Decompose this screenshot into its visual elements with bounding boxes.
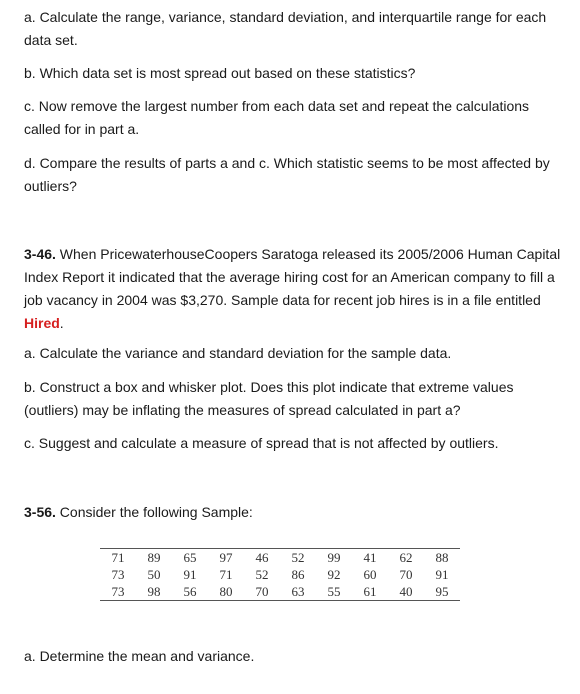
table-cell: 55	[327, 584, 341, 599]
problem-3-46-part-b: b. Construct a box and whisker plot. Does this plot indicate that extreme values (outliers) may be inflating the measures of spread calculated in part a?	[24, 379, 514, 418]
table-cell: 71	[111, 550, 125, 565]
table-cell: 40	[399, 584, 413, 599]
table-row	[100, 583, 460, 601]
table-cell: 86	[291, 567, 305, 582]
table-cell: 92	[327, 567, 341, 582]
problem-3-56	[24, 501, 564, 524]
table-cell: 88	[435, 550, 449, 565]
table-cell: 50	[147, 567, 161, 582]
problem-text: Consider the following Sample:	[55, 504, 253, 520]
table-cell: 91	[183, 567, 197, 582]
sample-table	[100, 548, 460, 601]
file-name: Hired	[24, 315, 60, 331]
table-cell: 99	[327, 550, 341, 565]
question-b: b. Which data set is most spread out based on these statistics?	[24, 65, 416, 81]
table-cell: 98	[147, 584, 161, 599]
table-cell: 80	[219, 584, 233, 599]
table-cell: 46	[255, 550, 269, 565]
problem-number: 3-46.	[24, 246, 56, 262]
problem-3-46-part-a: a. Calculate the variance and standard deviation for the sample data.	[24, 345, 452, 361]
table-cell: 89	[147, 550, 161, 565]
period: .	[59, 315, 64, 331]
table-cell: 63	[291, 584, 305, 599]
question-c: c. Now remove the largest number from each data set and repeat the calculations called for in part a.	[24, 98, 530, 137]
table-cell: 41	[363, 550, 377, 565]
problem-3-56-part-a: a. Determine the mean and variance.	[24, 648, 255, 664]
table-cell: 73	[111, 567, 125, 582]
table-cell: 61	[363, 584, 377, 599]
table-cell: 60	[363, 567, 377, 582]
table-row	[100, 566, 460, 583]
table-cell: 70	[399, 567, 413, 582]
problem-text: When PricewaterhouseCoopers Saratoga released its 2005/2006 Human Capital Index Report it indicated that the average hiring cost for an American company to fill a job vacancy in 2004 was $3,270. Sample data for recent job hires is in a file entitled	[24, 246, 561, 308]
table-cell: 70	[255, 584, 269, 599]
problem-number: 3-56.	[24, 504, 56, 520]
table-cell: 97	[219, 550, 233, 565]
table-cell: 52	[291, 550, 305, 565]
question-d: d. Compare the results of parts a and c. Which statistic seems to be most affected by outliers?	[24, 155, 550, 194]
table-cell: 62	[399, 550, 413, 565]
table-cell: 65	[183, 550, 197, 565]
table-cell: 56	[183, 584, 197, 599]
table-cell: 52	[255, 567, 269, 582]
problem-3-46	[24, 243, 564, 335]
question-a: a. Calculate the range, variance, standard deviation, and interquartile range for each data set.	[24, 9, 547, 48]
table-row	[100, 549, 460, 567]
table-cell: 91	[435, 567, 449, 582]
table-cell: 95	[435, 584, 449, 599]
problem-3-46-part-c: c. Suggest and calculate a measure of spread that is not affected by outliers.	[24, 435, 499, 451]
table-cell: 71	[219, 567, 233, 582]
table-cell: 73	[111, 584, 125, 599]
